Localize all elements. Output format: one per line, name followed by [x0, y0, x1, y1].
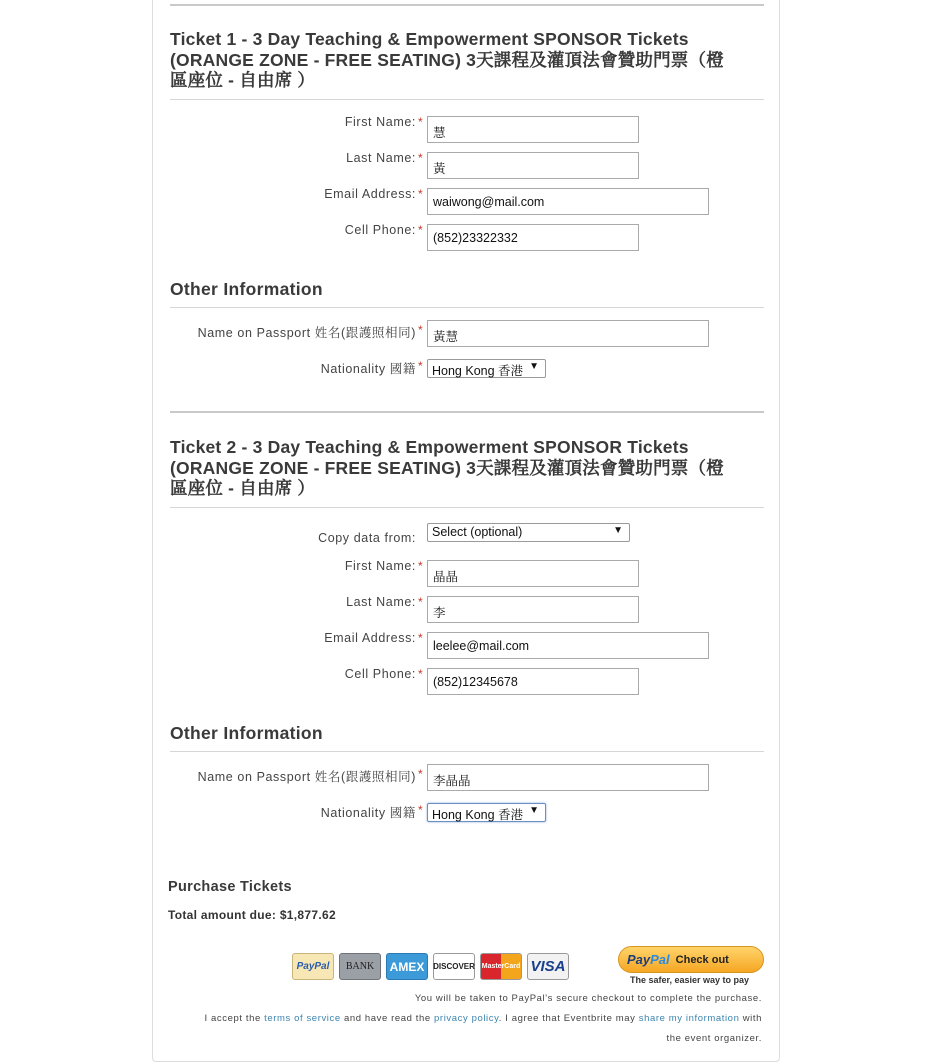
ticket-2-divider [170, 507, 764, 508]
paypal-checkout-button[interactable] [618, 946, 764, 973]
passport-name-label: Name on Passport 姓名(跟護照相同) [197, 770, 416, 784]
terms-text-part: and have read the [340, 1013, 435, 1024]
nationality-label: Nationality 國籍 [320, 806, 416, 820]
paypal-card-icon: PayPal [292, 953, 334, 980]
last-name-input[interactable]: 李 [427, 596, 639, 623]
email-input[interactable]: leelee@mail.com [427, 632, 709, 659]
ticket-2-title-line-2: (ORANGE ZONE - FREE SEATING) 3天課程及灌頂法會贊助門票（橙 [170, 457, 724, 478]
first-name-input[interactable]: 慧 [427, 116, 639, 143]
ticket-2-title [170, 437, 764, 499]
cell-phone-label: Cell Phone: [344, 223, 416, 237]
purchase-tickets-title: Purchase Tickets [168, 879, 292, 895]
passport-name-input[interactable]: 黃慧 [427, 320, 709, 347]
required-mark: * [418, 323, 423, 337]
required-mark: * [418, 359, 423, 373]
paypal-brand-part-1: Pay [627, 952, 651, 967]
first-name-label: First Name: [344, 115, 416, 129]
nationality-label: Nationality 國籍 [320, 362, 416, 376]
discover-card-icon: DISCOVER [433, 953, 475, 980]
ticket-1-title [170, 29, 764, 91]
copy-data-select[interactable] [427, 523, 630, 542]
first-name-label: First Name: [344, 559, 416, 573]
event-organizer-text: the event organizer. [666, 1033, 762, 1044]
ticket-2-title-line-1: Ticket 2 - 3 Day Teaching & Empowerment SPONSOR Tickets [170, 437, 689, 457]
terms-text-part: I accept the [204, 1013, 265, 1024]
passport-name-input[interactable]: 李晶晶 [427, 764, 709, 791]
amex-card-icon: AMEX [386, 953, 428, 980]
cell-phone-input[interactable]: (852)23322332 [427, 224, 639, 251]
required-mark: * [418, 631, 423, 645]
copy-data-selected-value: Select (optional) [432, 525, 523, 539]
nationality-selected-value: Hong Kong 香港 [432, 364, 524, 378]
privacy-policy-link[interactable]: privacy policy [434, 1013, 499, 1024]
terms-agreement-text [205, 1013, 762, 1024]
required-mark: * [418, 667, 423, 681]
nationality-select[interactable] [427, 359, 546, 378]
visa-card-icon: VISA [527, 953, 569, 980]
paypal-logo-icon [627, 952, 670, 967]
required-mark: * [418, 115, 423, 129]
total-amount-due: Total amount due: $1,877.62 [168, 908, 336, 922]
required-mark: * [418, 187, 423, 201]
ticket-1-title-line-1: Ticket 1 - 3 Day Teaching & Empowerment SPONSOR Tickets [170, 29, 689, 49]
required-mark: * [418, 767, 423, 781]
passport-name-label: Name on Passport 姓名(跟護照相同) [197, 326, 416, 340]
cell-phone-label: Cell Phone: [344, 667, 416, 681]
required-mark: * [418, 223, 423, 237]
terms-text-part: . I agree that Eventbrite may [498, 1013, 639, 1024]
email-input[interactable]: waiwong@mail.com [427, 188, 709, 215]
required-mark: * [418, 559, 423, 573]
dropdown-arrow-icon: ▼ [529, 805, 539, 816]
copy-data-label: Copy data from: [318, 531, 416, 545]
share-my-information-link[interactable]: share my information [638, 1013, 740, 1024]
dropdown-arrow-icon: ▼ [613, 525, 623, 536]
email-label: Email Address: [324, 631, 416, 645]
ticket-separator [170, 411, 764, 413]
other-info-divider [170, 307, 764, 308]
ticket-2-title-line-3: 區座位 - 自由席 ） [170, 478, 316, 498]
ticket-1-title-line-2: (ORANGE ZONE - FREE SEATING) 3天課程及灌頂法會贊助門票（橙 [170, 49, 724, 70]
ticket-1-divider [170, 99, 764, 100]
paypal-brand-part-2: Pal [650, 952, 670, 967]
top-divider [170, 4, 764, 6]
required-mark: * [418, 595, 423, 609]
dropdown-arrow-icon: ▼ [529, 361, 539, 372]
paypal-tagline: The safer, easier way to pay [630, 975, 750, 985]
terms-text-part: with [739, 1013, 762, 1024]
first-name-input[interactable]: 晶晶 [427, 560, 639, 587]
required-mark: * [418, 151, 423, 165]
terms-of-service-link[interactable]: terms of service [264, 1013, 341, 1024]
other-information-title: Other Information [170, 723, 323, 743]
cell-phone-input[interactable]: (852)12345678 [427, 668, 639, 695]
other-information-title: Other Information [170, 279, 323, 299]
last-name-label: Last Name: [346, 595, 416, 609]
last-name-label: Last Name: [346, 151, 416, 165]
other-info-divider [170, 751, 764, 752]
ticket-1-title-line-3: 區座位 - 自由席 ） [170, 70, 316, 90]
mastercard-card-icon: MasterCard [480, 953, 522, 980]
bank-card-icon: BANK [339, 953, 381, 980]
paypal-checkout-label: Check out [675, 953, 729, 966]
email-label: Email Address: [324, 187, 416, 201]
nationality-select[interactable] [427, 803, 546, 822]
nationality-selected-value: Hong Kong 香港 [432, 808, 524, 822]
required-mark: * [418, 803, 423, 817]
last-name-input[interactable]: 黃 [427, 152, 639, 179]
paypal-redirect-note: You will be taken to PayPal's secure checkout to complete the purchase. [414, 993, 762, 1004]
